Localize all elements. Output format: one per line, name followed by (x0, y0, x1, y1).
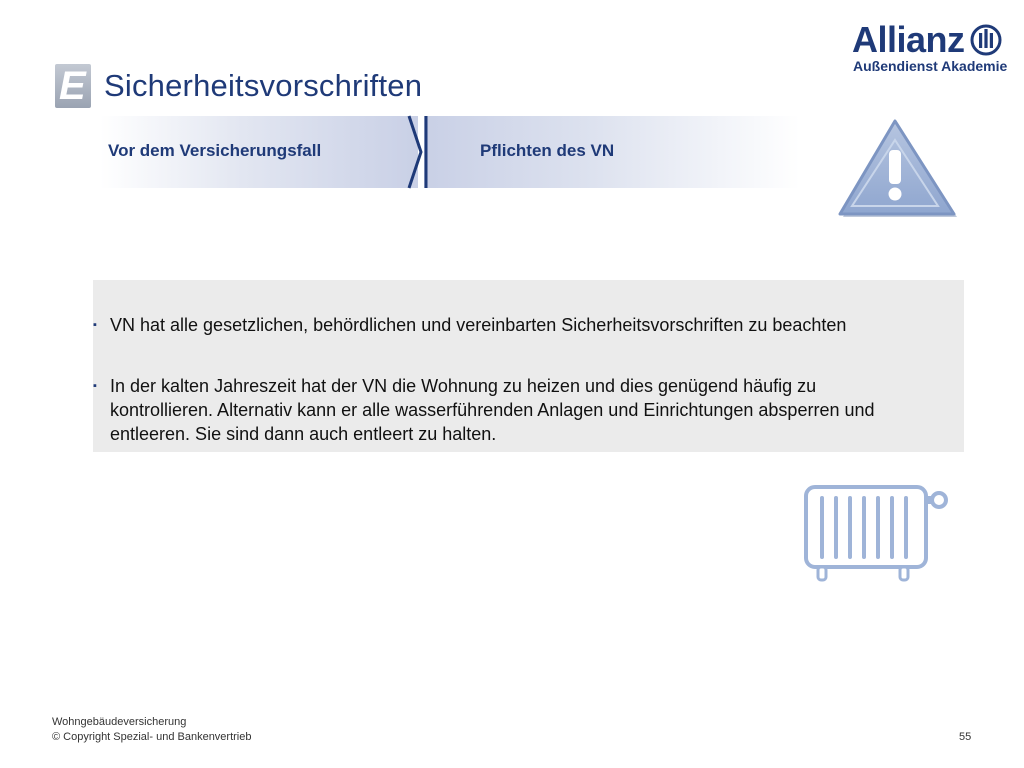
breadcrumb-step-1: Vor dem Versicherungsfall (108, 141, 322, 160)
breadcrumb-chevron-icon (405, 114, 431, 190)
footer-copyright: © Copyright Spezial- und Bankenvertrieb (52, 731, 252, 743)
bullet-text-line-3: entleeren. Sie sind dann auch entleert zu halten. (110, 424, 497, 444)
allianz-logo (852, 18, 1008, 80)
section-letter: E (59, 64, 86, 108)
section-badge (55, 64, 91, 108)
bullet-marker: ▪ (93, 380, 97, 392)
footer-document-title: Wohngebäudeversicherung (52, 716, 187, 728)
bullet-text: VN hat alle gesetzlichen, behördlichen und vereinbarten Sicherheitsvorschriften zu beachten (110, 315, 847, 335)
allianz-eagle-icon (970, 22, 1002, 58)
warning-triangle-icon (836, 116, 962, 220)
page-number: 55 (959, 731, 972, 743)
list-item (93, 313, 953, 337)
page-title: Sicherheitsvorschriften (104, 68, 423, 103)
logo-subtitle: Außendienst Akademie (853, 58, 1008, 74)
list-item (93, 374, 963, 446)
bullet-marker: ▪ (93, 319, 97, 331)
bullet-text-line-1: In der kalten Jahreszeit hat der VN die Wohnung zu heizen und dies genügend häufig zu (110, 376, 817, 396)
breadcrumb-step-2: Pflichten des VN (480, 141, 615, 160)
radiator-icon (802, 484, 952, 584)
bullet-text-line-2: kontrollieren. Alternativ kann er alle wasserführenden Anlagen und Einrichtungen absperren und (110, 400, 875, 420)
logo-brand: Allianz (852, 19, 965, 60)
